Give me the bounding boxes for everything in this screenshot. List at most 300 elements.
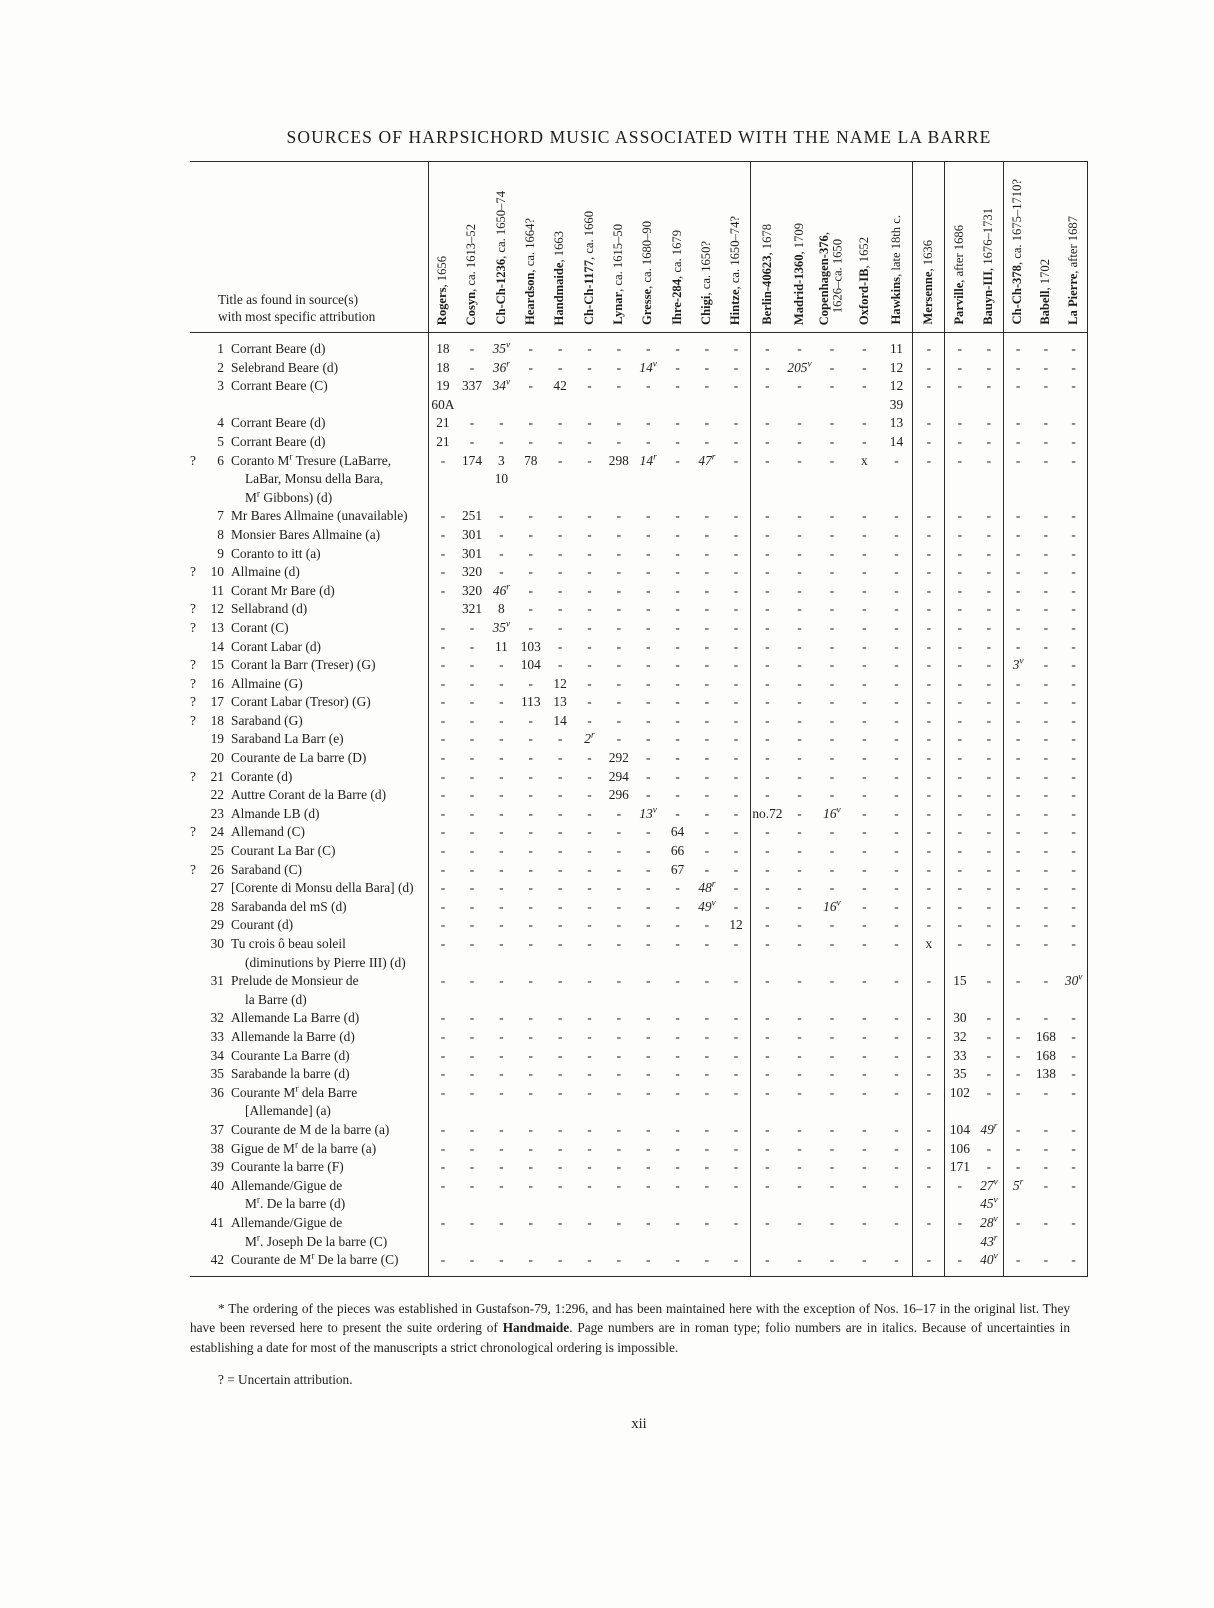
- cell: -: [499, 731, 504, 747]
- cell: -: [1004, 1009, 1032, 1028]
- cell: -: [751, 898, 783, 917]
- piece-number: 7: [217, 508, 224, 524]
- cell: -: [862, 917, 867, 933]
- cell: -: [557, 1214, 563, 1230]
- cell: -: [704, 1214, 710, 1230]
- piece-number: 42: [210, 1252, 224, 1268]
- cell: -: [645, 1010, 651, 1026]
- cell: -: [733, 619, 739, 635]
- cell: -: [557, 433, 563, 449]
- cell: -: [675, 619, 680, 635]
- cell: -: [587, 564, 592, 580]
- cell: -: [945, 935, 975, 972]
- piece-number: 19: [210, 731, 224, 747]
- cell: -: [469, 861, 475, 877]
- table-row: [190, 1140, 1088, 1159]
- cell: 102: [945, 1084, 975, 1121]
- cell: 12: [889, 359, 904, 375]
- cell: -: [645, 545, 651, 561]
- column-header-bauyn-iii: Bauyn-III, 1676–1731: [974, 162, 1004, 333]
- cell: -: [733, 582, 739, 598]
- cell: -: [945, 916, 975, 935]
- cell: -: [499, 1010, 504, 1026]
- piece-number: 24: [210, 824, 224, 840]
- cell: -: [1071, 805, 1076, 821]
- cell: -: [616, 1084, 622, 1100]
- cell: 42: [553, 378, 567, 394]
- cell: -: [986, 601, 992, 617]
- cell: -: [862, 1047, 867, 1063]
- table-row: [190, 452, 1088, 508]
- cell: -: [675, 545, 680, 561]
- cell: -: [1043, 824, 1049, 840]
- cell: -: [587, 638, 592, 654]
- cell: -: [862, 1214, 867, 1230]
- cell: -: [528, 582, 533, 598]
- piece-number: 35: [210, 1066, 224, 1082]
- cell: -: [751, 1028, 783, 1047]
- cell: -: [499, 880, 504, 896]
- cell: -: [469, 917, 475, 933]
- cell: -: [913, 916, 945, 935]
- cell: -: [557, 359, 563, 375]
- cell: -: [1071, 564, 1076, 580]
- cell: -: [675, 1159, 680, 1175]
- cell: -: [469, 433, 475, 449]
- cell: -: [499, 712, 504, 728]
- cell: 35$^v$: [492, 619, 511, 635]
- cell: -: [1004, 749, 1032, 768]
- cell: -: [616, 1121, 622, 1137]
- cell: -: [913, 582, 945, 601]
- table-row: [190, 1084, 1088, 1121]
- piece-title: ? 12 Sellabrand (d): [190, 600, 428, 619]
- cell: -: [469, 415, 475, 431]
- cell: -: [829, 359, 835, 375]
- cell: -: [469, 843, 475, 859]
- cell: -: [469, 805, 475, 821]
- cell: -: [645, 712, 651, 728]
- cell: -: [645, 675, 651, 691]
- cell: 36$^r$: [492, 359, 510, 375]
- cell: -: [557, 917, 563, 933]
- column-header-chigi: Chigi, ca. 1650?: [692, 162, 721, 333]
- cell: -: [751, 1009, 783, 1028]
- cell: -: [829, 1028, 835, 1044]
- page-content: [190, 0, 1088, 1448]
- piece-title: ? 24 Allemand (C): [190, 823, 428, 842]
- cell: -: [1071, 750, 1076, 766]
- cell: -: [587, 1159, 592, 1175]
- cell: -: [1004, 1158, 1032, 1177]
- cell: -: [1043, 843, 1049, 859]
- cell: -: [829, 564, 835, 580]
- cell: -: [675, 898, 680, 914]
- cell: -: [829, 526, 835, 542]
- cell: -: [986, 805, 992, 821]
- cell: -: [557, 1177, 563, 1193]
- cell: -: [428, 582, 457, 601]
- cell: -: [751, 730, 783, 749]
- piece-number: 25: [210, 843, 224, 859]
- cell: -: [894, 508, 899, 524]
- cell: -: [797, 508, 802, 524]
- cell: -: [645, 750, 651, 766]
- cell: -: [1071, 1028, 1076, 1044]
- cell: -: [499, 917, 504, 933]
- cell: -: [645, 768, 651, 784]
- column-header-hintze: Hintze, ca. 1650–74?: [722, 162, 751, 333]
- cell: -: [829, 433, 835, 449]
- cell: -: [894, 805, 899, 821]
- cell: -: [829, 1047, 835, 1063]
- cell: -: [499, 1084, 504, 1100]
- cell: -: [675, 1140, 680, 1156]
- cell: -: [557, 843, 563, 859]
- cell: -: [704, 1028, 710, 1044]
- cell: -: [1071, 898, 1076, 914]
- cell: -: [1043, 619, 1049, 635]
- cell: -: [428, 730, 457, 749]
- cell: -: [733, 415, 739, 431]
- cell: -: [469, 1159, 475, 1175]
- cell: -: [797, 582, 802, 598]
- cell: -: [986, 1159, 992, 1175]
- column-header-heardson: Heardson, ca. 1664?: [516, 162, 545, 333]
- cell: -: [528, 1084, 533, 1100]
- cell: -: [1043, 359, 1049, 375]
- cell: -: [894, 917, 899, 933]
- piece-number: 28: [210, 898, 224, 914]
- piece-title: 39 Courante la barre (F): [190, 1158, 428, 1177]
- cell: -: [945, 638, 975, 657]
- cell: -: [945, 842, 975, 861]
- table-row: [190, 414, 1088, 433]
- cell: -: [751, 1084, 783, 1121]
- piece-title: 20 Courante de La barre (D): [190, 749, 428, 768]
- cell: -: [797, 415, 802, 431]
- cell: -: [428, 563, 457, 582]
- cell: -: [1004, 768, 1032, 787]
- cell: -: [751, 563, 783, 582]
- cell: 301: [461, 545, 483, 561]
- piece-number: 20: [210, 750, 224, 766]
- cell: -: [675, 341, 680, 356]
- cell: -: [862, 750, 867, 766]
- cell: -: [733, 843, 739, 859]
- cell: -: [829, 787, 835, 803]
- cell: -: [797, 564, 802, 580]
- cell: -: [1004, 433, 1032, 452]
- cell: -: [862, 433, 867, 449]
- cell: -: [528, 843, 533, 859]
- cell: -: [751, 1214, 783, 1251]
- sources-table: [190, 161, 1088, 1277]
- cell: -: [829, 731, 835, 747]
- cell: -: [1043, 898, 1049, 914]
- cell: -: [797, 861, 802, 877]
- cell: -: [913, 600, 945, 619]
- cell: -: [894, 712, 899, 728]
- cell: -: [499, 843, 504, 859]
- cell: -: [913, 879, 945, 898]
- cell: -: [1043, 638, 1049, 654]
- cell: -: [733, 452, 739, 468]
- cell: -: [945, 507, 975, 526]
- cell: -: [704, 619, 710, 635]
- cell: -: [557, 619, 563, 635]
- cell: -: [616, 1010, 622, 1026]
- cell: -: [616, 1252, 622, 1268]
- cell: -: [1071, 657, 1076, 673]
- cell: -: [675, 750, 680, 766]
- cell: -: [675, 657, 680, 673]
- cell: -: [862, 1159, 867, 1175]
- cell: -: [1043, 694, 1049, 710]
- piece-title: ? 21 Corante (d): [190, 768, 428, 787]
- cell: -: [1043, 731, 1049, 747]
- cell: -: [1071, 824, 1076, 840]
- cell: -: [733, 936, 739, 951]
- cell: -: [1004, 526, 1032, 545]
- cell: -: [675, 433, 680, 449]
- cell: -: [829, 824, 835, 840]
- cell: -: [704, 675, 710, 691]
- cell: -: [528, 341, 533, 356]
- cell: -: [616, 545, 622, 561]
- cell: -: [945, 823, 975, 842]
- cell: -: [675, 1010, 680, 1026]
- cell: -: [797, 694, 802, 710]
- cell: -: [1043, 452, 1049, 468]
- cell: -: [797, 712, 802, 728]
- cell: -: [1043, 341, 1049, 356]
- cell: -: [733, 861, 739, 877]
- cell: -: [704, 545, 710, 561]
- piece-title: 3 Corrant Beare (C): [190, 377, 428, 414]
- cell: -: [751, 1251, 783, 1276]
- cell: -: [675, 768, 680, 784]
- cell: -: [645, 936, 651, 951]
- cell: -: [428, 749, 457, 768]
- cell: -: [675, 359, 680, 375]
- cell: 46$^r$: [492, 582, 510, 598]
- cell: -: [1043, 564, 1049, 580]
- cell: -: [913, 823, 945, 842]
- cell: -: [469, 1177, 475, 1193]
- cell: -: [528, 545, 533, 561]
- table-row: [190, 935, 1088, 972]
- cell: -: [428, 805, 457, 824]
- cell: -: [675, 675, 680, 691]
- cell: -: [894, 1252, 899, 1268]
- cell: -: [797, 638, 802, 654]
- cell: -: [986, 1084, 992, 1100]
- cell: -: [428, 1065, 457, 1084]
- cell: -: [894, 452, 899, 468]
- cell: 337: [461, 378, 483, 394]
- cell: -: [862, 768, 867, 784]
- uncertain-mark: ?: [190, 657, 196, 673]
- cell: -: [751, 842, 783, 861]
- piece-number: 36: [210, 1084, 224, 1100]
- cell: -: [894, 973, 899, 989]
- table-row: [190, 1009, 1088, 1028]
- cell: -: [587, 824, 592, 840]
- cell: -: [428, 1214, 457, 1251]
- cell: -: [704, 1177, 710, 1193]
- cell: -: [1004, 1084, 1032, 1121]
- cell: -: [704, 582, 710, 598]
- piece-title: 1 Corrant Beare (d): [190, 333, 428, 359]
- cell: -: [428, 675, 457, 694]
- cell: -: [1043, 805, 1049, 821]
- cell: -: [913, 452, 945, 508]
- cell: -: [797, 917, 802, 933]
- cell: -: [645, 880, 651, 896]
- cell: -: [645, 1140, 651, 1156]
- cell: -: [469, 787, 475, 803]
- cell: -: [751, 1065, 783, 1084]
- cell: -: [733, 1121, 739, 1137]
- cell: 296: [608, 787, 629, 803]
- cell: 66: [670, 843, 685, 859]
- piece-title: 25 Courant La Bar (C): [190, 842, 428, 861]
- cell: -: [1071, 1010, 1076, 1026]
- table-row: [190, 1065, 1088, 1084]
- cell: -: [913, 786, 945, 805]
- cell: -: [862, 898, 867, 914]
- cell: -: [428, 1251, 457, 1276]
- cell: -: [1004, 333, 1032, 359]
- cell: -: [829, 1010, 835, 1026]
- cell: -: [894, 1177, 899, 1193]
- cell: -: [862, 1028, 867, 1044]
- cell: -: [797, 843, 802, 859]
- cell: -: [797, 1047, 802, 1063]
- cell: -: [862, 861, 867, 877]
- cell: -: [797, 657, 802, 673]
- cell: -: [1004, 1065, 1032, 1084]
- piece-title: 42 Courante de $M^r$ De la barre (C): [190, 1251, 428, 1276]
- cell: 14$^v$: [639, 359, 657, 375]
- cell: -: [428, 823, 457, 842]
- cell: -: [675, 1121, 680, 1137]
- cell: -: [616, 582, 622, 598]
- cell: -: [528, 973, 533, 989]
- cell: -: [894, 861, 899, 877]
- cell: -: [986, 712, 992, 728]
- cell: -: [913, 749, 945, 768]
- cell: 16$^v$: [823, 898, 841, 914]
- cell: 32: [945, 1028, 975, 1047]
- piece-number: 14: [210, 638, 224, 654]
- cell: -: [913, 1084, 945, 1121]
- cell: -: [986, 861, 992, 877]
- uncertain-mark: ?: [190, 452, 196, 468]
- cell: -: [428, 693, 457, 712]
- cell: -: [704, 731, 710, 747]
- cell: -: [557, 452, 563, 468]
- cell: -: [528, 1214, 533, 1230]
- cell: -: [1004, 1121, 1032, 1140]
- cell: -: [829, 415, 835, 431]
- cell: -: [733, 378, 739, 394]
- cell: 21: [428, 414, 457, 433]
- cell: -: [428, 1084, 457, 1121]
- cell: -: [557, 526, 563, 542]
- cell: -: [616, 601, 622, 617]
- cell: -: [616, 508, 622, 524]
- cell: -: [829, 1214, 835, 1230]
- column-header-mersenne: Mersenne, 1636: [913, 162, 945, 333]
- cell: 78: [524, 452, 538, 468]
- cell: -: [675, 1252, 680, 1268]
- cell: -: [986, 787, 992, 803]
- cell: -: [1071, 1159, 1076, 1175]
- cell: -: [645, 824, 651, 840]
- cell: -: [894, 768, 899, 784]
- cell: -: [986, 433, 992, 449]
- cell: -: [829, 1066, 835, 1082]
- cell: -: [499, 805, 504, 821]
- cell: -: [1071, 917, 1076, 933]
- cell: 19 60A: [428, 377, 457, 414]
- cell: -: [499, 936, 504, 951]
- cell: no.72: [751, 805, 783, 824]
- table-row: [190, 377, 1088, 414]
- cell: -: [829, 638, 835, 654]
- cell: -: [733, 898, 739, 914]
- cell: -: [751, 712, 783, 731]
- cell: -: [829, 973, 835, 989]
- cell: -: [986, 824, 992, 840]
- cell: -: [945, 377, 975, 414]
- piece-title: 8 Monsier Bares Allmaine (a): [190, 526, 428, 545]
- cell: 67: [670, 861, 685, 877]
- cell: -: [862, 1010, 867, 1026]
- cell: -: [528, 1159, 533, 1175]
- cell: 48$^r$: [698, 879, 716, 896]
- cell: -: [945, 1177, 975, 1214]
- piece-title: 5 Corrant Beare (d): [190, 433, 428, 452]
- cell: -: [675, 880, 680, 896]
- cell: -: [894, 694, 899, 710]
- cell: -: [675, 1047, 680, 1063]
- cell: -: [829, 508, 835, 524]
- cell: -: [829, 1252, 835, 1268]
- cell: -: [528, 1066, 533, 1082]
- cell: -: [499, 1177, 504, 1193]
- uncertain-mark: ?: [190, 564, 196, 580]
- column-header-madrid-1360: Madrid-1360, 1709: [783, 162, 815, 333]
- cell: -: [587, 452, 592, 468]
- uncertain-mark: ?: [190, 601, 196, 617]
- corner-label-line2: with most specific attribution: [218, 309, 376, 324]
- cell: -: [587, 601, 592, 617]
- cell: -: [428, 1009, 457, 1028]
- cell: -: [1071, 712, 1076, 728]
- cell: -: [1004, 916, 1032, 935]
- column-header-ch-ch-1236: Ch-Ch-1236, ca. 1650–74: [487, 162, 516, 333]
- piece-number: 2: [217, 359, 224, 375]
- cell: -: [1004, 1028, 1032, 1047]
- cell: -: [1071, 1066, 1076, 1082]
- cell: -: [1043, 787, 1049, 803]
- cell: -: [528, 564, 533, 580]
- column-header-ch-ch-1177: Ch-Ch-1177, ca. 1660: [575, 162, 604, 333]
- cell: -: [862, 1177, 867, 1193]
